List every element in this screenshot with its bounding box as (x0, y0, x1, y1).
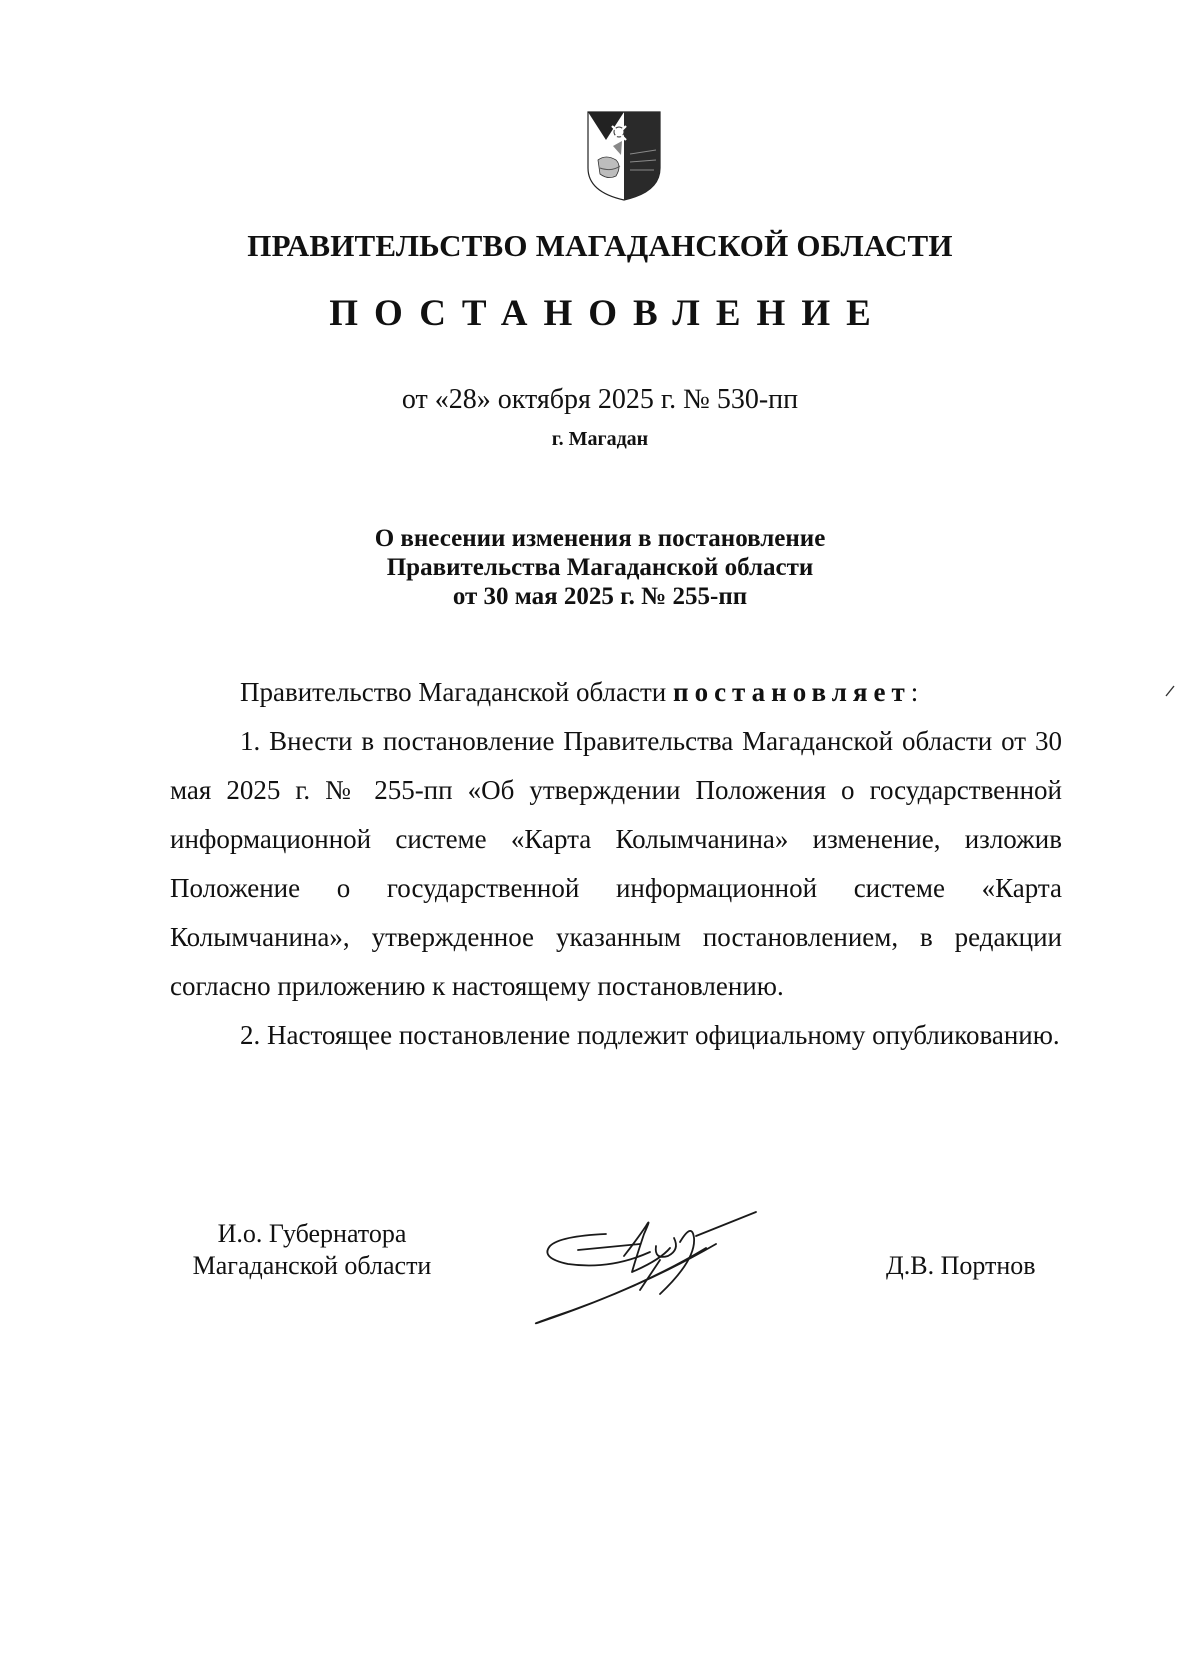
document-body (170, 668, 1062, 1060)
preamble (170, 668, 1062, 717)
subject-line-1: О внесении изменения в постановление (374, 525, 826, 552)
magadan-region-coat-of-arms-icon (586, 110, 662, 202)
signer-name: Д.В. Портнов (886, 1251, 1036, 1280)
preamble-verb: постановляет (673, 677, 911, 707)
paragraph-2: 2. Настоящее постановление подлежит официальному опубликованию. (240, 1020, 1060, 1050)
preamble-end: : (910, 677, 919, 707)
signer-position-line-2: Магаданской области (192, 1251, 432, 1280)
preamble-lead: Правительство Магаданской области (240, 677, 674, 707)
organization-name: ПРАВИТЕЛЬСТВО МАГАДАНСКОЙ ОБЛАСТИ (247, 228, 953, 263)
subject-line-3: от 30 мая 2025 г. № 255-пп (452, 583, 748, 610)
signer-position (172, 1218, 452, 1282)
document-city: г. Магадан (551, 428, 649, 450)
subject-line-2: Правительства Магаданской области (386, 554, 814, 581)
document-type: ПОСТАНОВЛЕНИЕ (329, 293, 887, 334)
margin-mark-icon (1164, 684, 1176, 698)
handwritten-signature-icon (520, 1198, 790, 1358)
document-date-number: от «28» октября 2025 г. № 530-пп (401, 384, 799, 415)
signer-position-line-1: И.о. Губернатора (217, 1219, 407, 1248)
document-subject (0, 524, 1200, 611)
paragraph-1: 1. Внести в постановление Правительства Магаданской области от 30 мая 2025 г. № 255-пп «Об утверждении Положения о государственной информационной системе «Карта Колымчанина» изменение, изложив Положение о государственной информационной системе «Карта Колымчанина», утвержденное указанным постановлением, в редакции согласно приложению к настоящему постановлению. (170, 726, 1062, 1001)
